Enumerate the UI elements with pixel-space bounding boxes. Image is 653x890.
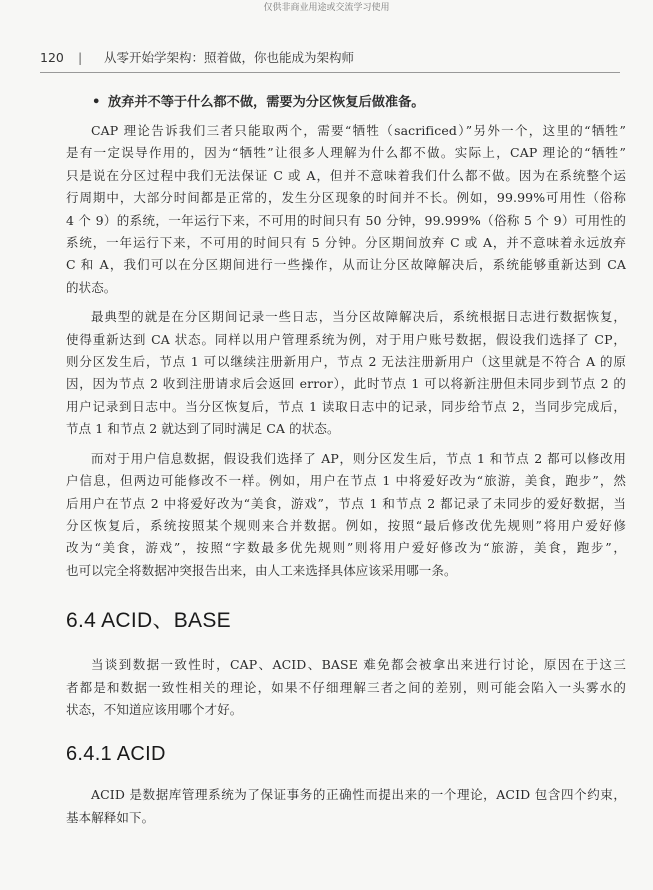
- section-heading: 6.4 ACID、BASE: [66, 609, 231, 633]
- text-line: 当谈到数据一致性时，CAP、ACID、BASE 难免都会被拿出来进行讨论，原因在于这三: [91, 657, 626, 673]
- text-line: 最典型的就是在分区期间记录一些日志，当分区故障解决后，系统根据日志进行数据恢复，: [91, 309, 626, 325]
- paragraph-log-recovery: [66, 306, 626, 440]
- text-line: 使得重新达到 CA 状态。同样以用户管理系统为例，对于用户账号数据，假设我们选择了 CP，: [66, 331, 626, 347]
- text-line: 而对于用户信息数据，假设我们选择了 AP，则分区发生后，节点 1 和节点 2 都可以修改用: [91, 450, 626, 466]
- text-line: 系统，一年运行下来，不可用的时间只有 5 分钟。分区期间放弃 C 或 A，并不意味着永远放弃: [66, 235, 626, 251]
- text-line: 基本解释如下。: [66, 809, 155, 825]
- watermark-text: 仅供非商业用途或交流学习使用: [263, 3, 390, 13]
- subsection-heading: 6.4.1 ACID: [66, 743, 166, 766]
- bullet-point: [92, 92, 626, 114]
- text-line: 后用户在节点 2 中将爱好改为“美食，游戏”，节点 1 和节点 2 都记录了未同步的爱好数据，当: [66, 495, 626, 511]
- bullet-text: 放弃并不等于什么都不做，需要为分区恢复后做准备。: [108, 95, 425, 110]
- text-line: 只是说在分区过程中我们无法保证 C 或 A，但并不意味着我们什么都不做。因为在系统整个运: [66, 167, 626, 183]
- paragraph-cap-sacrifice: [66, 120, 626, 299]
- text-line: CAP 理论告诉我们三者只能取两个，需要“牺牲（sacrificed）”另外一个，这里的“牺牲”: [91, 123, 626, 138]
- text-line: 户信息，但两边可能修改不一样。例如，用户在节点 1 中将爱好改为“旅游，美食，跑步”，然: [66, 473, 626, 489]
- page-number: 120: [40, 50, 64, 65]
- text-line: 则分区发生后，节点 1 可以继续注册新用户，节点 2 无法注册新用户（这里就是不符合 A 的原: [66, 354, 626, 370]
- header-divider: [40, 72, 620, 73]
- book-title: 从零开始学架构：照着做，你也能成为架构师: [104, 50, 355, 65]
- text-line: 是有一定误导作用的，因为“牺牲”让很多人理解为什么都不做。实际上，CAP 理论的“牺牲”: [66, 145, 626, 161]
- text-line: 节点 1 和节点 2 就达到了同时满足 CA 的状态。: [66, 421, 340, 437]
- header-separator: |: [78, 50, 83, 65]
- bullet-marker: •: [92, 95, 101, 110]
- text-line: 行周期中，大部分时间都是正常的，发生分区现象的时间并不长。例如，99.99%可用性（俗称: [66, 190, 626, 206]
- text-line: ACID 是数据库管理系统为了保证事务的正确性而提出来的一个理论，ACID 包含四个约束，: [91, 787, 626, 803]
- page-content: [66, 92, 626, 836]
- subsection-paragraph: [66, 784, 626, 829]
- text-line: 改为“美食，游戏”，按照“字数最多优先规则”则将用户爱好修改为“旅游，美食，跑步”，: [66, 540, 626, 556]
- text-line: 4 个 9）的系统，一年运行下来，不可用的时间只有 50 分钟，99.999%（俗称 5 个 9）可用性的: [66, 212, 626, 228]
- text-line: 因，因为节点 2 收到注册请求后会返回 error），此时节点 1 可以将新注册但未同步到节点 2 的: [66, 376, 626, 392]
- text-line: 状态，不知道应该用哪个才好。: [66, 701, 243, 717]
- paragraph-ap-merge: [66, 448, 626, 582]
- section-paragraph: [66, 654, 626, 721]
- text-line: 用户记录到日志中。当分区恢复后，节点 1 读取日志中的记录，同步给节点 2，当同步完成后，: [66, 398, 626, 414]
- text-line: 分区恢复后，系统按照某个规则来合并数据。例如，按照“最后修改优先规则”将用户爱好修: [66, 517, 626, 533]
- text-line: 的状态。: [66, 279, 117, 295]
- text-line: C 和 A，我们可以在分区期间进行一些操作，从而让分区故障解决后，系统能够重新达到 CA: [66, 257, 626, 273]
- text-line: 者都是和数据一致性相关的理论，如果不仔细理解三者之间的差别，则可能会陷入一头雾水的: [66, 679, 626, 695]
- page-header: [40, 48, 620, 66]
- text-line: 也可以完全将数据冲突报告出来，由人工来选择具体应该采用哪一条。: [66, 562, 457, 578]
